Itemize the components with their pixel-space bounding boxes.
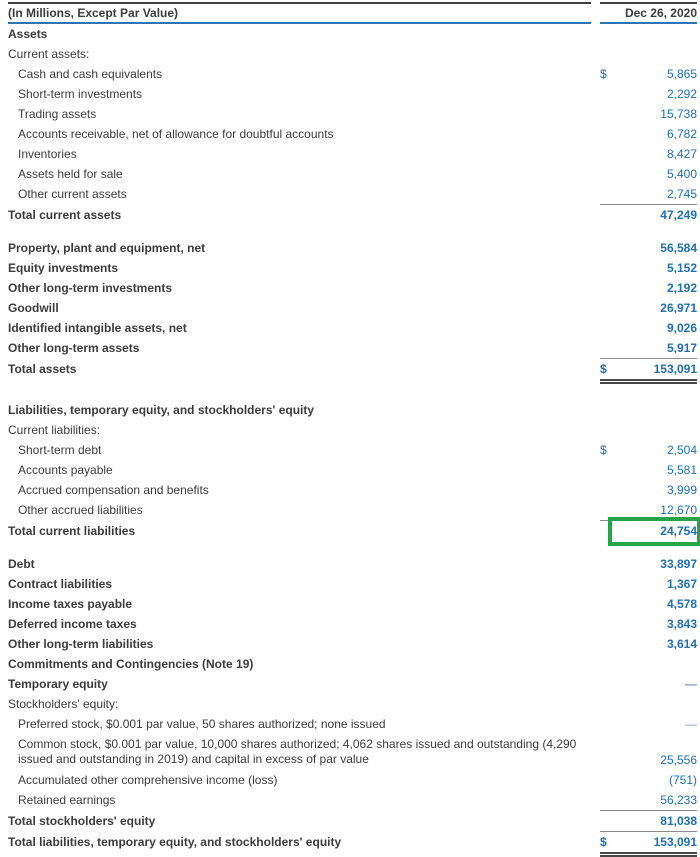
row-value-cell xyxy=(600,460,697,480)
dollar-sign: $ xyxy=(600,443,607,457)
row-accumulated-other-comprehensive-income-loss xyxy=(8,770,697,790)
row-value: 3,614 xyxy=(666,637,697,651)
row-label: Accumulated other comprehensive income (loss) xyxy=(18,773,278,787)
row-label: Current liabilities: xyxy=(8,423,101,437)
row-value-cell xyxy=(600,714,697,734)
row-retained-earnings xyxy=(8,790,697,811)
date-column-header: Dec 26, 2020 xyxy=(600,2,697,24)
row-value-cell xyxy=(600,238,697,258)
row-value: 9,026 xyxy=(666,321,697,335)
row-other-long-term-liabilities xyxy=(8,634,697,654)
balance-sheet-rows xyxy=(8,24,697,857)
row-value-cell xyxy=(600,144,697,164)
row-accounts-receivable-net-of-allowance-for-doubtfu xyxy=(8,124,697,144)
row-value-cell xyxy=(600,574,697,594)
row-current-liabilities xyxy=(8,420,697,440)
row-label: Total stockholders' equity xyxy=(8,814,156,828)
row-value-cell xyxy=(600,480,697,500)
row-value: 47,249 xyxy=(660,208,697,222)
section-spacer xyxy=(8,541,697,554)
row-label: Identified intangible assets, net xyxy=(8,321,187,335)
row-short-term-debt xyxy=(8,440,697,460)
row-value-cell xyxy=(600,258,697,278)
row-value-cell xyxy=(600,674,697,694)
row-value-cell xyxy=(600,521,697,541)
row-value-cell xyxy=(600,770,697,790)
row-label: Equity investments xyxy=(8,261,119,275)
row-accounts-payable xyxy=(8,460,697,480)
row-value: 25,556 xyxy=(660,753,697,767)
row-preferred-stock-0-001-par-value-50-shares-author xyxy=(8,714,697,734)
row-label: Total liabilities, temporary equity, and stockholders' equity xyxy=(8,835,342,849)
row-value-cell xyxy=(600,811,697,832)
row-label: Temporary equity xyxy=(8,677,108,691)
row-other-long-term-assets xyxy=(8,338,697,359)
row-value-cell xyxy=(600,318,697,338)
row-value: 24,754 xyxy=(660,524,697,538)
table-header xyxy=(8,2,697,24)
row-temporary-equity xyxy=(8,674,697,694)
row-label: Other accrued liabilities xyxy=(18,503,143,517)
row-assets-held-for-sale xyxy=(8,164,697,184)
row-label: Stockholders' equity: xyxy=(8,697,119,711)
row-label: Current assets: xyxy=(8,47,90,61)
row-label: Inventories xyxy=(18,147,77,161)
row-label: Other current assets xyxy=(18,187,127,201)
row-assets xyxy=(8,24,697,44)
row-label: Total current liabilities xyxy=(8,524,136,538)
row-value-cell xyxy=(600,24,697,44)
row-value-cell xyxy=(600,164,697,184)
row-value-cell xyxy=(600,64,697,84)
row-value: 26,971 xyxy=(660,301,697,315)
row-value-cell xyxy=(600,298,697,318)
row-value-cell xyxy=(600,84,697,104)
row-label: Assets held for sale xyxy=(18,167,123,181)
row-label: Contract liabilities xyxy=(8,577,113,591)
row-value-cell xyxy=(600,420,697,440)
row-liabilities-temporary-equity-and-stockholders-eq xyxy=(8,400,697,420)
row-commitments-and-contingencies-note-19 xyxy=(8,654,697,674)
row-value: 5,400 xyxy=(666,167,697,181)
row-label: Cash and cash equivalents xyxy=(18,67,163,81)
row-label: Income taxes payable xyxy=(8,597,133,611)
row-label: Total assets xyxy=(8,362,77,376)
row-value: 2,745 xyxy=(666,187,697,201)
row-label: Assets xyxy=(8,27,48,41)
section-spacer xyxy=(8,384,697,400)
section-spacer xyxy=(8,225,697,238)
row-total-stockholders-equity xyxy=(8,811,697,832)
row-value-cell xyxy=(600,278,697,298)
row-inventories xyxy=(8,144,697,164)
row-value-cell xyxy=(600,400,697,420)
unit-note: (In Millions, Except Par Value) xyxy=(8,2,591,24)
row-total-current-assets xyxy=(8,205,697,225)
row-value: 153,091 xyxy=(653,362,697,376)
row-stockholders-equity xyxy=(8,694,697,714)
row-value-cell xyxy=(600,594,697,614)
row-value-cell xyxy=(600,832,697,857)
row-value-cell xyxy=(600,734,697,770)
dollar-sign: $ xyxy=(600,67,607,81)
row-value-cell xyxy=(600,634,697,654)
row-property-plant-and-equipment-net xyxy=(8,238,697,258)
row-value: 3,999 xyxy=(666,483,697,497)
row-value-cell xyxy=(600,614,697,634)
row-total-assets xyxy=(8,359,697,384)
row-value: 8,427 xyxy=(666,147,697,161)
row-accrued-compensation-and-benefits xyxy=(8,480,697,500)
row-other-long-term-investments xyxy=(8,278,697,298)
row-value-cell xyxy=(600,790,697,811)
row-label: Accounts payable xyxy=(18,463,113,477)
row-contract-liabilities xyxy=(8,574,697,594)
row-total-liabilities-temporary-equity-and-stockhold xyxy=(8,832,697,857)
row-value: 15,738 xyxy=(660,107,697,121)
row-label: Preferred stock, $0.001 par value, 50 shares authorized; none issued xyxy=(18,717,386,731)
row-value-cell xyxy=(600,500,697,521)
row-label: Trading assets xyxy=(18,107,97,121)
dollar-sign: $ xyxy=(600,835,607,849)
row-value-cell xyxy=(600,205,697,225)
row-label: Commitments and Contingencies (Note 19) xyxy=(8,657,254,671)
row-value-cell xyxy=(600,104,697,124)
row-equity-investments xyxy=(8,258,697,278)
row-label: Debt xyxy=(8,557,35,571)
row-label: Accounts receivable, net of allowance for doubtful accounts xyxy=(18,127,334,141)
row-income-taxes-payable xyxy=(8,594,697,614)
row-value: 81,038 xyxy=(660,814,697,828)
row-value: 5,581 xyxy=(666,463,697,477)
row-label: Other long-term investments xyxy=(8,281,173,295)
row-label: Goodwill xyxy=(8,301,59,315)
row-value-cell xyxy=(600,338,697,359)
row-value-cell xyxy=(600,440,697,460)
row-debt xyxy=(8,554,697,574)
row-value: 56,233 xyxy=(660,793,697,807)
row-deferred-income-taxes xyxy=(8,614,697,634)
row-value: (751) xyxy=(668,773,697,787)
row-label: Short-term debt xyxy=(18,443,102,457)
row-common-stock-0-001-par-value-10-000-shares-autho xyxy=(8,734,697,770)
row-value: 2,292 xyxy=(666,87,697,101)
row-value-cell xyxy=(600,654,697,674)
row-label: Accrued compensation and benefits xyxy=(18,483,209,497)
row-label: Property, plant and equipment, net xyxy=(8,241,206,255)
row-value: 3,843 xyxy=(666,617,697,631)
row-value: 153,091 xyxy=(653,835,697,849)
row-label: Other long-term assets xyxy=(8,341,140,355)
dollar-sign: $ xyxy=(600,362,607,376)
row-identified-intangible-assets-net xyxy=(8,318,697,338)
row-value-cell xyxy=(600,44,697,64)
row-label: Liabilities, temporary equity, and stockholders' equity xyxy=(8,403,315,417)
row-other-current-assets xyxy=(8,184,697,205)
nil-dash: — xyxy=(685,677,697,691)
nil-dash: — xyxy=(685,717,697,731)
row-value-cell xyxy=(600,554,697,574)
row-label: Deferred income taxes xyxy=(8,617,137,631)
row-value: 1,367 xyxy=(666,577,697,591)
row-value: 6,782 xyxy=(666,127,697,141)
row-value: 33,897 xyxy=(660,557,697,571)
row-value: 12,670 xyxy=(660,503,697,517)
row-value-cell xyxy=(600,694,697,714)
row-value: 2,504 xyxy=(666,443,697,457)
row-value-cell xyxy=(600,124,697,144)
row-value: 5,152 xyxy=(666,261,697,275)
row-trading-assets xyxy=(8,104,697,124)
row-value: 4,578 xyxy=(666,597,697,611)
row-cash-and-cash-equivalents xyxy=(8,64,697,84)
row-value: 5,865 xyxy=(666,67,697,81)
row-value-cell xyxy=(600,359,697,384)
row-label: Total current assets xyxy=(8,208,122,222)
row-value: 56,584 xyxy=(660,241,697,255)
row-value: 2,192 xyxy=(666,281,697,295)
row-goodwill xyxy=(8,298,697,318)
row-label: Other long-term liabilities xyxy=(8,637,154,651)
row-label: Common stock, $0.001 par value, 10,000 shares authorized; 4,062 shares issued and outstanding (4,290 issued and outstanding in 2019) and capital in excess of par value xyxy=(18,737,577,766)
row-current-assets xyxy=(8,44,697,64)
row-value-cell xyxy=(600,184,697,205)
row-value: 5,917 xyxy=(666,341,697,355)
row-other-accrued-liabilities xyxy=(8,500,697,521)
row-short-term-investments xyxy=(8,84,697,104)
row-label: Retained earnings xyxy=(18,793,116,807)
row-label: Short-term investments xyxy=(18,87,143,101)
row-total-current-liabilities xyxy=(8,521,697,541)
